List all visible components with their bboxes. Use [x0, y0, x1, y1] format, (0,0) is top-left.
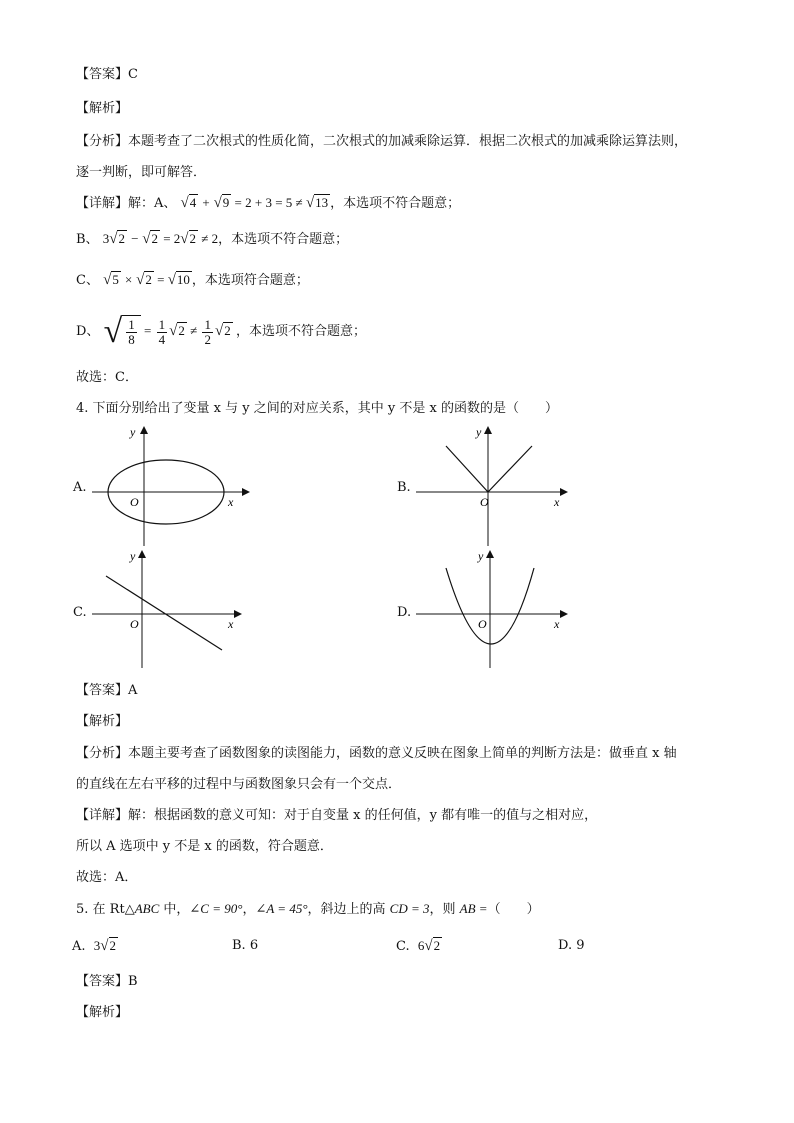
q3-detail-b	[76, 230, 348, 249]
option-b-label: B.	[397, 480, 411, 495]
q3-detail-a	[76, 194, 460, 213]
q5-answer-line	[76, 973, 138, 991]
opt-c-formula: 6√2	[417, 938, 441, 954]
stem-mid2: ，斜边上的高	[307, 902, 390, 917]
q4-stem: 4. 下面分别给出了变量 x 与 y 之间的对应关系，其中 y 不是 x 的函数的是（ ）	[76, 401, 558, 416]
fenxi-text: 本题主要考查了函数图象的读图能力，函数的意义反映在图象上简单的判断方法是：做垂直 x 轴	[128, 746, 677, 761]
d-tail: ，本选项不符合题意；	[235, 324, 366, 339]
axis-y-label: y	[130, 426, 136, 439]
d-prefix: D、	[76, 324, 100, 339]
origin-label: O	[478, 617, 487, 631]
q5-stem: 5. 在 Rt△ABC 中，∠C = 90°，∠A = 45°，斜边上的高 CD = 3，则 AB =（ ）	[76, 901, 540, 917]
origin-label: O	[130, 495, 139, 509]
q5-analysis-tag: 【解析】	[76, 1005, 129, 1020]
c-prefix: C、	[76, 273, 99, 288]
q5-option-d: D. 9	[558, 938, 585, 953]
answer-tag: 【答案】	[76, 974, 129, 989]
angle-a: ∠A = 45°	[255, 901, 308, 916]
option-a-label: A.	[73, 480, 87, 495]
q5-option-c	[396, 937, 442, 956]
q5-option-a	[72, 937, 118, 956]
q4-answer-line	[76, 682, 137, 700]
c-tail: ，本选项符合题意；	[191, 273, 309, 288]
q3-fenxi-line2: 逐一判断，即可解答．	[76, 165, 207, 180]
fenxi-text: 本题考查了二次根式的性质化简，二次根式的加减乘除运算．根据二次根式的加减乘除运算法则，	[128, 134, 688, 149]
answer-value: B	[128, 974, 138, 989]
angle-c: ∠C = 90°	[189, 901, 243, 916]
opt-a-label: A.	[72, 939, 86, 954]
axis-x-label: x	[228, 617, 234, 631]
graph-a-ellipse	[92, 426, 252, 548]
detail-tag: 【详解】	[76, 808, 129, 823]
origin-label: O	[130, 617, 139, 631]
fenxi-tag: 【分析】	[76, 134, 129, 149]
graph-d-parabola	[416, 548, 576, 670]
q4-fenxi-line2: 的直线在左右平移的过程中与函数图象只会有一个交点．	[76, 777, 402, 792]
b-prefix: B、	[76, 232, 99, 247]
answer-value: C	[128, 67, 138, 82]
answer-value: A	[128, 683, 138, 698]
axis-x-label: x	[554, 617, 560, 631]
graph-c-line	[92, 548, 252, 670]
axis-y-label: y	[476, 426, 482, 439]
formula-a: √4 + √9 = 2 + 3 = 5 ≠ √13	[180, 195, 329, 211]
stem-mid1: 中，	[159, 902, 190, 917]
answer-tag: 【答案】	[76, 683, 129, 698]
q3-detail-c	[76, 271, 309, 290]
axis-x-label: x	[228, 495, 234, 509]
graph-b-abs	[416, 426, 576, 548]
q4-analysis-tag: 【解析】	[76, 714, 129, 729]
q5-option-b: B. 6	[232, 938, 259, 953]
stem-prefix: 5. 在 Rt	[76, 902, 125, 917]
triangle-symbol: △	[124, 902, 135, 917]
q4-choose: 故选：A．	[76, 870, 138, 885]
q4-fenxi-line1	[76, 745, 677, 763]
axis-x-label: x	[554, 495, 560, 509]
opt-a-formula: 3√2	[93, 938, 117, 954]
detail-text: 解：根据函数的意义可知：对于自变量 x 的任何值，y 都有唯一的值与之相对应，	[128, 808, 598, 823]
stem-triangle: ABC	[134, 901, 160, 916]
paren: （ ）	[487, 902, 540, 917]
formula-d: √ $\frac{1}{8}$ = $\frac{1}{4}$ √2 ≠ $\frac{1}{2}$ √2	[103, 313, 231, 351]
q4-detail-line1	[76, 807, 597, 825]
q3-answer-line	[76, 66, 138, 84]
formula-b: 3√2 − √2 = 2√2 ≠ 2	[102, 231, 219, 247]
opt-c-label: C.	[396, 939, 410, 954]
answer-tag: 【答案】	[76, 67, 129, 82]
q4-detail-line2: 所以 A 选项中 y 不是 x 的函数，符合题意．	[76, 839, 333, 854]
origin-label: O	[480, 495, 489, 509]
ab-symbol: AB =	[459, 901, 488, 916]
q3-detail-d	[76, 313, 366, 350]
q3-analysis-tag: 【解析】	[76, 101, 129, 116]
stem-tail: ，则	[429, 902, 460, 917]
detail-prefix: 解：A、	[128, 196, 177, 211]
q3-choose: 故选：C．	[76, 370, 138, 385]
option-d-label: D.	[397, 605, 412, 620]
option-c-label: C.	[73, 605, 87, 620]
axis-y-label: y	[478, 549, 484, 563]
a-tail: ，本选项不符合题意；	[330, 196, 461, 211]
b-tail: ，本选项不符合题意；	[218, 232, 349, 247]
formula-c: √5 × √2 = √10	[103, 272, 190, 288]
q3-fenxi-line1	[76, 133, 687, 151]
axis-y-label: y	[130, 549, 136, 563]
detail-tag: 【详解】	[76, 196, 129, 211]
fenxi-tag: 【分析】	[76, 746, 129, 761]
cd-value: CD = 3	[389, 901, 430, 916]
